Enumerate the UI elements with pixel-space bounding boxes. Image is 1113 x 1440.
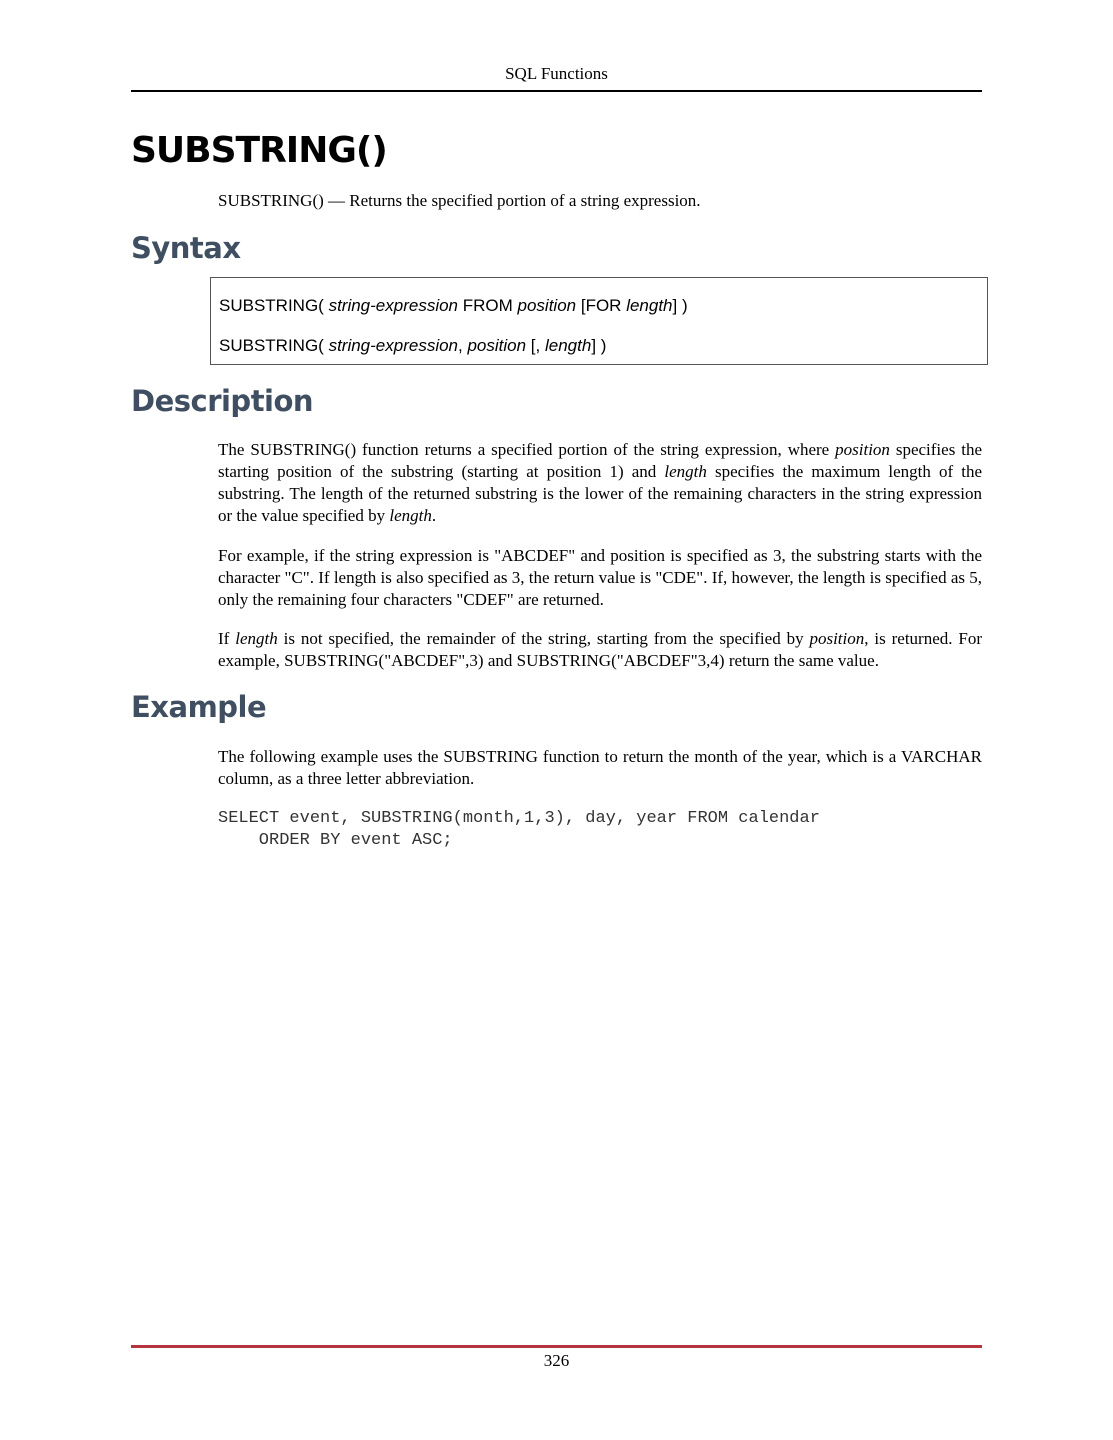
- page-number: 326: [543, 1351, 570, 1370]
- synopsis-keyword-from: FROM: [458, 296, 518, 315]
- text-run: If: [218, 629, 236, 648]
- synopsis-close: ] ): [672, 296, 688, 315]
- text-run: .: [431, 506, 437, 525]
- running-header: SQL Functions: [505, 64, 608, 83]
- synopsis-line-comma: [219, 335, 606, 357]
- emphasis-length: length: [664, 462, 707, 481]
- synopsis-separator: [,: [526, 336, 545, 355]
- text-run: , is returned. For example, SUBSTRING("ABCDEF",3) and SUBSTRING("ABCDEF"3,4) return the same value.: [218, 629, 982, 670]
- text-run: is not specified, the remainder of the string, starting from the specified by: [277, 629, 810, 648]
- synopsis-arg-length: length: [626, 296, 673, 315]
- synopsis-separator: ,: [458, 336, 468, 355]
- text-run: specifies the starting position of the substring (starting at position 1) and: [218, 440, 982, 481]
- text-run: The SUBSTRING() function returns a specified portion of the string expression, where: [218, 440, 836, 459]
- emphasis-position: position: [835, 440, 890, 459]
- emphasis-length: length: [389, 506, 432, 525]
- description-heading: Description: [131, 384, 314, 418]
- text-run: specifies the maximum length of the substring. The length of the returned substring is the lower of the remaining characters in the string expression or the value specified by: [218, 462, 982, 525]
- synopsis-arg-length: length: [544, 336, 592, 355]
- description-paragraph: For example, if the string expression is "ABCDEF" and position is specified as 3, the substring starts with the character "C". If length is also specified as 3, the return value is "CDE". If, however, the length is specified as 5, only the remaining four characters "CDEF" are returned.: [218, 546, 982, 609]
- footer-rule: [131, 1345, 982, 1348]
- synopsis-arg-string-expression: string-expression: [328, 336, 459, 355]
- example-intro: The following example uses the SUBSTRING function to return the month of the year, which is a VARCHAR column, as a three letter abbreviation.: [218, 747, 982, 788]
- example-code-block: SELECT event, SUBSTRING(month,1,3), day, year FROM calendar ORDER BY event ASC;: [218, 809, 820, 850]
- synopsis-line-from-for: [219, 295, 688, 317]
- synopsis-keyword-for: [FOR: [576, 296, 627, 315]
- synopsis-arg-position: position: [517, 296, 577, 315]
- description-paragraph: [218, 628, 982, 672]
- example-heading: Example: [131, 690, 267, 724]
- ref-purpose: SUBSTRING() — Returns the specified portion of a string expression.: [218, 191, 701, 210]
- emphasis-position: position: [809, 629, 865, 648]
- synopsis-arg-position: position: [467, 336, 527, 355]
- synopsis-fn: SUBSTRING(: [219, 336, 329, 355]
- synopsis-arg-string-expression: string-expression: [328, 296, 459, 315]
- page-title: SUBSTRING(): [131, 130, 387, 171]
- syntax-heading: Syntax: [131, 231, 241, 265]
- synopsis-close: ] ): [591, 336, 607, 355]
- emphasis-length: length: [235, 629, 278, 648]
- description-paragraph: [218, 439, 982, 527]
- header-rule: [131, 90, 982, 92]
- synopsis-fn: SUBSTRING(: [219, 296, 329, 315]
- syntax-synopsis-box: [210, 277, 988, 365]
